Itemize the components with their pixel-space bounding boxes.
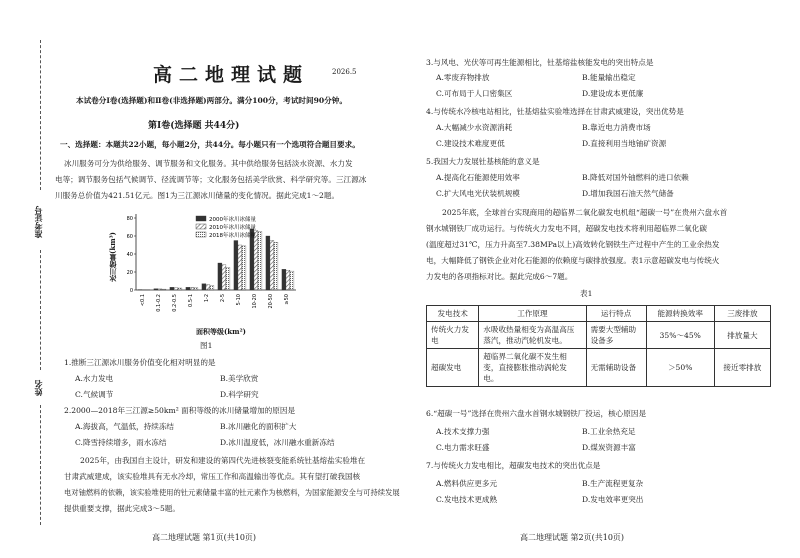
q7-option-b[interactable]: B.生产流程更复杂 — [582, 479, 644, 488]
chart-xlabel: 面积等级(km²) — [196, 327, 246, 336]
glacier-storage-chart — [110, 208, 410, 328]
exam-date: 2026.5 — [332, 68, 357, 76]
binding-line — [40, 250, 41, 370]
chart-bar — [242, 246, 246, 290]
table-cell: 水吸收热量相变为高温高压蒸汽，推动汽轮机发电。 — [479, 322, 586, 349]
chart-bar — [266, 236, 270, 290]
chart-bar — [254, 231, 258, 290]
page-footer: 高二地理试题 第2页(共10页) — [520, 533, 625, 542]
margin-label-exam-id: 准考证号 — [33, 206, 43, 238]
q6-option-a[interactable]: A.技术支撑力强 — [436, 427, 490, 436]
x-tick-label: 5-10 — [236, 294, 242, 306]
passage1-line: 川服务总价值为421.51亿元。图1为三江源冰川储量的变化情况。据此完成1～2题。 — [55, 191, 340, 200]
chart-bar — [162, 289, 166, 290]
chart-bar — [174, 288, 178, 290]
x-tick-label: 2-5 — [220, 294, 226, 303]
table-row — [427, 349, 771, 387]
q4-option-b[interactable]: B.靠近电力消费市场 — [582, 123, 651, 132]
y-tick-label: 0 — [129, 288, 133, 294]
legend-swatch — [196, 224, 206, 229]
q2-option-b[interactable]: B.冰川融化的面积扩大 — [220, 422, 297, 431]
exam-instructions: 本试卷分Ⅰ卷(选择题)和Ⅱ卷(非选择题)两部分。满分100分，考试时间90分钟。 — [76, 96, 347, 105]
y-tick-label: 40 — [126, 252, 133, 258]
x-tick-label: <0.1 — [140, 294, 146, 307]
chart-bar — [238, 245, 242, 290]
legend-swatch — [196, 216, 206, 221]
q3-option-c[interactable]: C.可布局于人口密集区 — [436, 89, 513, 98]
chart-bar — [218, 263, 222, 290]
q6-option-b[interactable]: B.工业余热充足 — [582, 427, 636, 436]
passage3-line: 2025年底，全球首台实现商用的超临界二氧化碳发电机组“超碳一号”在贵州六盘水首 — [442, 208, 728, 217]
q4-option-c[interactable]: C.建设技术难度更低 — [436, 139, 505, 148]
q4-option-d[interactable]: D.直接利用当地铀矿资源 — [582, 139, 667, 148]
table-cell: ＞50% — [646, 349, 714, 387]
q2-option-d[interactable]: D.冰川温度低，冰川融水重新冻结 — [220, 438, 335, 447]
q3-option-b[interactable]: B.能量输出稳定 — [582, 73, 636, 82]
question-3: 3.与风电、光伏等可再生能源相比，钍基熔盐核能发电的突出特点是 — [426, 58, 654, 67]
question-2: 2.2000—2018年三江源≥50km² 面积等级的冰川储量增加的原因是 — [64, 406, 296, 415]
table-cell: 需要大型辅助设备多 — [586, 322, 646, 349]
legend-label: 2018年冰川冰储量 — [209, 233, 256, 239]
figure-caption: 图1 — [200, 341, 213, 350]
x-tick-label: ≥50 — [284, 294, 290, 305]
q3-option-d[interactable]: D.建设成本更低廉 — [582, 89, 644, 98]
passage2-line: 提供重要支撑，据此完成3～5题。 — [64, 504, 180, 513]
table-header: 三废排放 — [714, 306, 770, 322]
q4-option-a[interactable]: A.大幅减少水资源消耗 — [436, 123, 513, 132]
chart-ylabel: 冰川储量(km³) — [108, 232, 117, 282]
passage1-line: 冰川服务可分为供给服务、调节服务和文化服务。其中供给服务包括淡水资源、水力发 — [64, 159, 353, 168]
part-intro: 一、选择题：本题共22小题，每小题2分，共44分。每小题只有一个选项符合题目要求。 — [60, 140, 360, 149]
table-cell: 35%～45% — [646, 322, 714, 349]
q2-option-a[interactable]: A.海拔高，气温低，持续冻结 — [75, 422, 175, 431]
x-tick-label: 1-2 — [204, 294, 210, 303]
q5-option-a[interactable]: A.提高化石能源使用效率 — [436, 173, 520, 182]
table-header: 能源转换效率 — [646, 306, 714, 322]
exam-title: 高二地理试题 — [153, 64, 310, 86]
table-header: 工作原理 — [479, 306, 586, 322]
chart-bar — [258, 232, 262, 291]
question-5: 5.我国大力发展钍基核能的意义是 — [426, 157, 540, 166]
q3-option-a[interactable]: A.零废弃物排放 — [436, 73, 490, 82]
x-tick-label: 20-50 — [268, 294, 274, 309]
x-tick-label: 0.2-0.5 — [172, 294, 178, 312]
legend-label: 2010年冰川冰储量 — [209, 225, 256, 231]
x-tick-label: 0.5-1 — [188, 294, 194, 307]
chart-bar — [170, 287, 174, 290]
chart-bar — [286, 270, 290, 290]
table-header-row — [427, 306, 771, 322]
q2-option-c[interactable]: C.降雪持续增多，雨水冻结 — [75, 438, 167, 447]
table-header: 运行特点 — [586, 306, 646, 322]
chart-bar — [226, 268, 230, 291]
question-4: 4.与传统水冷核电站相比，钍基熔盐实验堆选择在甘肃武威建设，突出优势是 — [426, 107, 684, 116]
table-row — [427, 322, 771, 349]
chart-bar — [178, 288, 182, 290]
table-cell: 无需辅助设备 — [586, 349, 646, 387]
chart-bar — [186, 287, 190, 290]
y-tick-label: 80 — [126, 216, 133, 222]
q7-option-d[interactable]: D.发电效率更突出 — [582, 495, 644, 504]
chart-bar — [206, 285, 210, 290]
y-tick-label: 60 — [126, 234, 133, 240]
y-tick-label: 20 — [126, 270, 133, 276]
passage1-line: 电等；调节服务包括气候调节、径流调节等；文化服务包括美学欣赏、科学研究等。三江源冰 — [55, 175, 367, 184]
chart-bar — [222, 265, 226, 290]
page-footer: 高二地理试题 第1页(共10页) — [152, 533, 257, 542]
binding-line — [40, 40, 41, 190]
x-tick-label: 10-20 — [252, 294, 258, 309]
q6-option-c[interactable]: C.电力需求旺盛 — [436, 443, 490, 452]
binding-line — [40, 405, 41, 525]
section-title: 第Ⅰ卷(选择题 共44分) — [148, 121, 240, 131]
chart-bar — [202, 284, 206, 290]
passage3-line: 力发电的各项指标对比。据此完成6～7题。 — [426, 272, 573, 281]
passage3-line: 电，大幅降低了钢铁企业对化石能源的依赖度与碳排放强度。表1示意超碳发电与传统火 — [426, 256, 720, 265]
chart-bar — [234, 241, 238, 291]
x-tick-label: 0.1-0.2 — [156, 294, 162, 312]
chart-bar — [190, 287, 194, 290]
table-cell: 超临界二氧化碳不发生相变，直接膨胀推动涡轮发电。 — [479, 349, 586, 387]
q7-option-c[interactable]: C.发电技术更成熟 — [436, 495, 498, 504]
q1-option-d[interactable]: D.科学研究 — [220, 390, 259, 399]
q6-option-d[interactable]: D.煤炭资源丰富 — [582, 443, 636, 452]
margin-label-name: 姓名 — [33, 380, 43, 396]
question-6: 6.“超碳一号”选择在贵州六盘水首钢水城钢铁厂投运，核心原因是 — [426, 409, 647, 418]
passage2-line: 电对铀燃料的依赖，该实验堆使用的钍元素储量丰富的钍元素作为核燃料，为国家能源安全与可持续发展 — [64, 488, 400, 497]
chart-bar — [290, 271, 294, 290]
table-cell: 超碳发电 — [427, 349, 479, 387]
q7-option-a[interactable]: A.燃料供应更多元 — [436, 479, 498, 488]
q5-option-d[interactable]: D.增加我国石油天然气储备 — [582, 189, 674, 198]
q1-option-c[interactable]: C.气候调节 — [75, 390, 114, 399]
chart-bar — [274, 242, 278, 290]
q1-option-a[interactable]: A.水力发电 — [75, 374, 114, 383]
legend-swatch — [196, 232, 206, 237]
q5-option-b[interactable]: B.降低对国外铀燃料的进口依赖 — [582, 173, 689, 182]
table-cell: 接近零排放 — [714, 349, 770, 387]
passage3-line: (温度超过31℃，压力升高至7.38MPa以上)高效转化钢铁生产过程中产生的工业余热发 — [426, 240, 720, 249]
table-cell: 传统火力发电 — [427, 322, 479, 349]
question-7: 7.与传统火力发电相比，超碳发电技术的突出优点是 — [426, 461, 601, 470]
passage3-line: 钢水城钢铁厂成功运行。与传统火力发电不同，超碳发电技术将利用超临界二氧化碳 — [426, 224, 707, 233]
chart-bar — [270, 241, 274, 291]
chart-bar — [154, 289, 158, 290]
right-page — [400, 0, 800, 558]
legend-label: 2000年冰川冰储量 — [209, 217, 256, 223]
chart-bar — [210, 286, 214, 291]
q5-option-c[interactable]: C.扩大风电光伏装机规模 — [436, 189, 520, 198]
table-cell: 排放量大 — [714, 322, 770, 349]
passage2-line: 2025年，由我国自主设计，研发和建设的第四代先进核裂变能系统钍基熔盐实验堆在 — [80, 456, 366, 465]
passage2-line: 甘肃武威建成，该实验堆具有无水冷却，常压工作和高温输出等优点。其有望打破我国核 — [64, 472, 361, 481]
comparison-table — [426, 305, 771, 387]
table-header: 发电技术 — [427, 306, 479, 322]
question-1: 1.推断三江源冰川服务价值变化相对明显的是 — [64, 358, 216, 367]
chart-bar — [194, 288, 198, 290]
q1-option-b[interactable]: B.美学欣赏 — [220, 374, 259, 383]
chart-bar — [282, 269, 286, 290]
table-caption: 表1 — [580, 289, 593, 298]
chart-bar — [158, 289, 162, 290]
